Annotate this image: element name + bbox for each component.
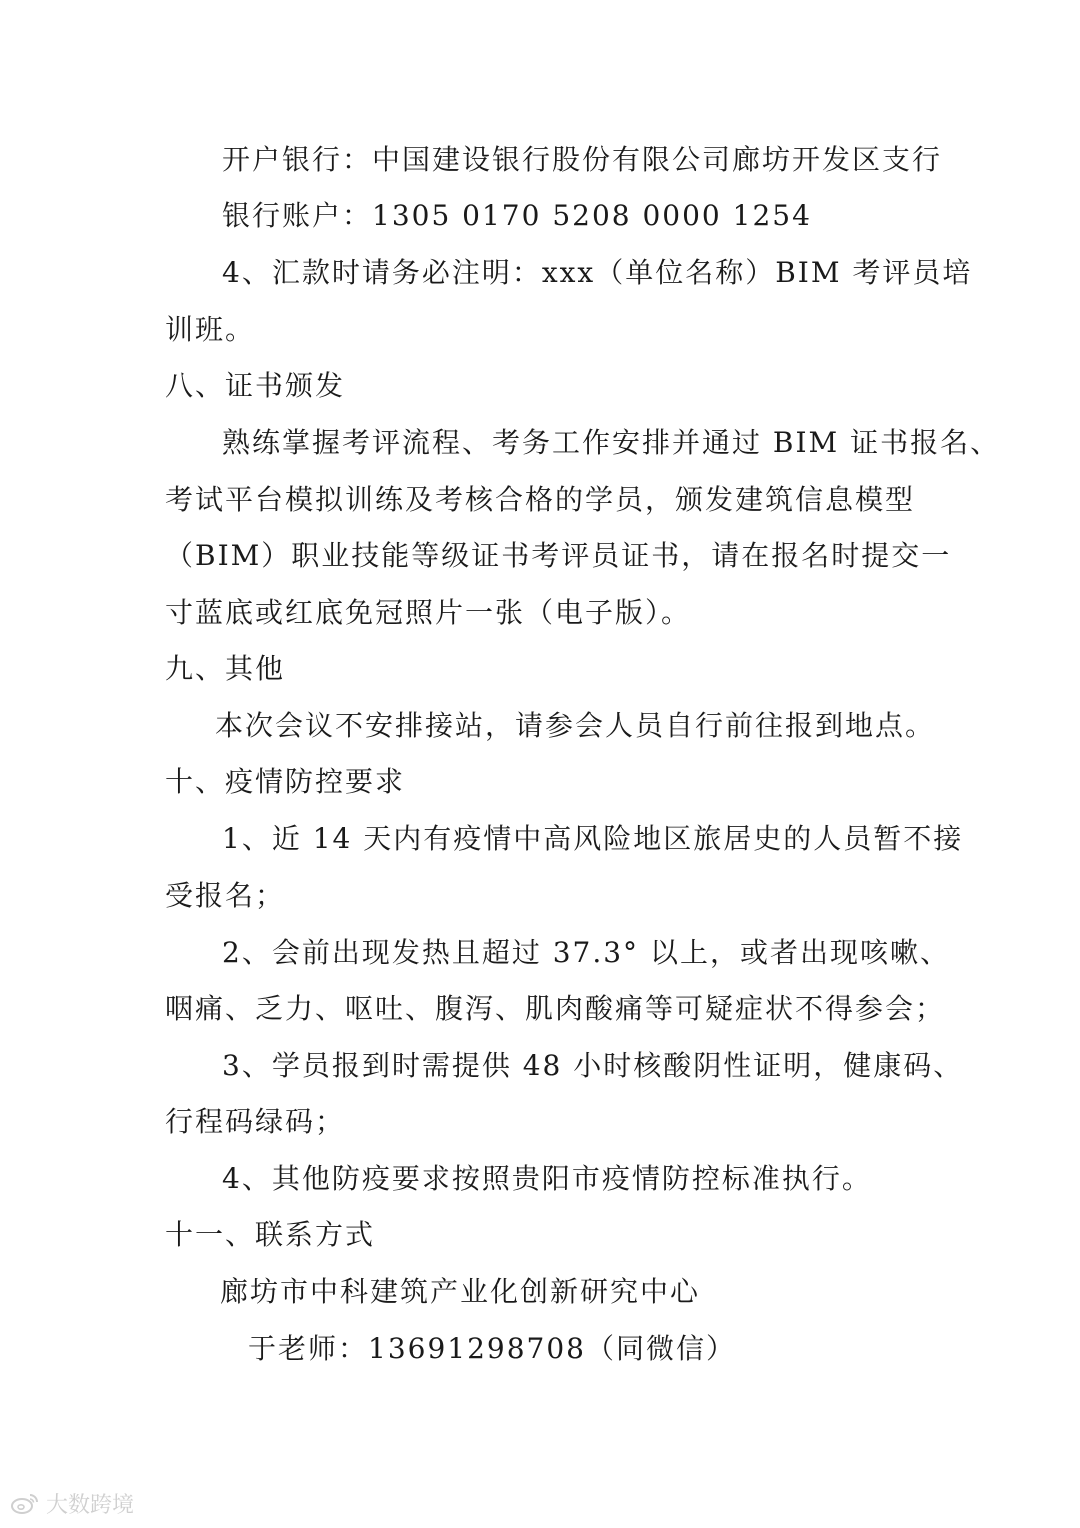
epidemic-item-3-cont: 行程码绿码； xyxy=(165,1105,346,1138)
certificate-paragraph-line-1: 熟练掌握考评流程、考务工作安排并通过 BIM 证书报名、 xyxy=(222,426,1001,459)
epidemic-item-2-cont: 咽痛、乏力、呕吐、腹泻、肌肉酸痛等可疑症状不得参会； xyxy=(165,992,946,1025)
other-paragraph: 本次会议不安排接站，请参会人员自行前往报到地点。 xyxy=(215,709,936,742)
contact-organization: 廊坊市中科建筑产业化创新研究中心 xyxy=(220,1275,701,1308)
contact-person: 于老师：13691298708（同微信） xyxy=(248,1332,736,1365)
epidemic-item-1-cont: 受报名； xyxy=(165,879,286,912)
epidemic-item-3: 3、学员报到时需提供 48 小时核酸阴性证明，健康码、 xyxy=(222,1049,964,1082)
epidemic-item-2: 2、会前出现发热且超过 37.3° 以上，或者出现咳嗽、 xyxy=(222,936,950,969)
certificate-paragraph-line-2: 考试平台模拟训练及考核合格的学员，颁发建筑信息模型 xyxy=(165,483,916,516)
watermark xyxy=(10,1488,134,1519)
remittance-note-line-cont: 训班。 xyxy=(165,313,256,346)
certificate-paragraph-line-4: 寸蓝底或红底免冠照片一张（电子版）。 xyxy=(165,596,692,629)
certificate-paragraph-line-3: （BIM）职业技能等级证书考评员证书，请在报名时提交一 xyxy=(165,539,952,572)
section-heading-contact: 十一、联系方式 xyxy=(165,1218,376,1251)
watermark-text: 大数跨境 xyxy=(46,1493,135,1518)
weibo-logo-icon xyxy=(10,1492,40,1516)
section-heading-other: 九、其他 xyxy=(165,652,286,685)
section-heading-certificate: 八、证书颁发 xyxy=(165,369,346,402)
section-heading-epidemic: 十、疫情防控要求 xyxy=(165,765,406,798)
remittance-note-line: 4、汇款时请务必注明：xxx（单位名称）BIM 考评员培 xyxy=(222,256,973,289)
bank-account-line: 银行账户：1305 0170 5208 0000 1254 xyxy=(222,199,812,232)
epidemic-item-1: 1、近 14 天内有疫情中高风险地区旅居史的人员暂不接 xyxy=(222,822,964,855)
epidemic-item-4: 4、其他防疫要求按照贵阳市疫情防控标准执行。 xyxy=(222,1162,872,1195)
bank-name-line: 开户银行：中国建设银行股份有限公司廊坊开发区支行 xyxy=(222,143,943,176)
